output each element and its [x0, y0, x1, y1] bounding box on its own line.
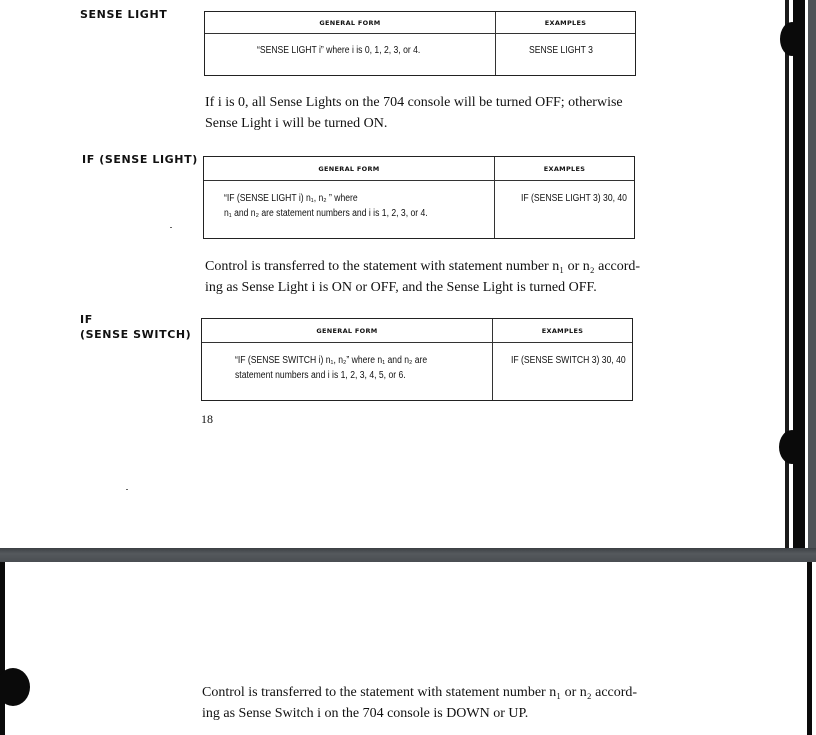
- general-form-header: GENERAL FORM: [204, 157, 495, 181]
- page-binding-edge: [807, 562, 812, 735]
- paragraph-line: ing as Sense Switch i on the 704 console is DOWN or UP.: [202, 706, 529, 721]
- punch-hole-icon: [780, 22, 804, 56]
- paragraph-line: Control is transferred to the statement with statement number n₁ or n₂ accord-: [205, 259, 641, 274]
- section-label-if-sense-light: IF (SENSE LIGHT): [82, 153, 198, 166]
- punch-hole-icon: [0, 668, 30, 706]
- statement-table-if-sense-switch: [201, 318, 633, 401]
- paragraph-sense-light: [205, 92, 623, 134]
- example-text: IF (SENSE LIGHT 3) 30, 40: [521, 193, 627, 204]
- scanned-page-19: [0, 562, 816, 735]
- section-label-line: IF: [80, 313, 93, 326]
- page-binding-edge: [793, 0, 805, 548]
- examples-header: EXAMPLES: [493, 319, 632, 343]
- page-binding-edge: [0, 562, 5, 735]
- general-form-text-line-2: n₁ and n₂ are statement numbers and i is 1, 2, 3, or 4.: [224, 208, 428, 219]
- paragraph-if-sense-switch: [202, 682, 637, 724]
- paragraph-line: If i is 0, all Sense Lights on the 704 console will be turned OFF; otherwise: [205, 95, 623, 110]
- punch-hole-icon: [779, 430, 805, 464]
- paragraph-line: Control is transferred to the statement with statement number n₁ or n₂ accord-: [202, 685, 638, 700]
- general-form-cell: [205, 34, 496, 75]
- statement-table-if-sense-light: [203, 156, 635, 239]
- paragraph-line: ing as Sense Light i is ON or OFF, and the Sense Light is turned OFF.: [205, 280, 597, 295]
- general-form-text: “SENSE LIGHT i” where i is 0, 1, 2, 3, or 4.: [257, 45, 421, 56]
- page-number: 18: [201, 412, 213, 426]
- paragraph-if-sense-light: [205, 256, 640, 298]
- statement-table-sense-light: [204, 11, 636, 76]
- section-label-line: (SENSE SWITCH): [80, 328, 192, 341]
- section-label-sense-light: SENSE LIGHT: [80, 8, 168, 21]
- examples-header: EXAMPLES: [495, 157, 634, 181]
- general-form-text-line-1: “IF (SENSE LIGHT i) n₁, n₂ ” where: [224, 193, 358, 204]
- example-text: IF (SENSE SWITCH 3) 30, 40: [511, 355, 626, 366]
- page-separator: [0, 548, 816, 562]
- general-form-text-line-2: statement numbers and i is 1, 2, 3, 4, 5, or 6.: [235, 370, 406, 381]
- example-cell: [496, 34, 635, 75]
- scan-speck: [126, 489, 128, 490]
- examples-header: EXAMPLES: [496, 12, 635, 34]
- example-cell: [493, 343, 632, 400]
- paragraph-line: Sense Light i will be turned ON.: [205, 116, 388, 131]
- general-form-header: GENERAL FORM: [205, 12, 496, 34]
- general-form-cell: [204, 181, 495, 238]
- general-form-cell: [202, 343, 493, 400]
- general-form-text-line-1: “IF (SENSE SWITCH i) n₁, n₂” where n₁ and n₂ are: [235, 355, 428, 366]
- example-cell: [495, 181, 634, 238]
- general-form-header: GENERAL FORM: [202, 319, 493, 343]
- page-binding-edge: [785, 0, 789, 548]
- section-label-if-sense-switch: [80, 312, 191, 342]
- example-text: SENSE LIGHT 3: [529, 45, 593, 56]
- scan-speck: [170, 227, 172, 228]
